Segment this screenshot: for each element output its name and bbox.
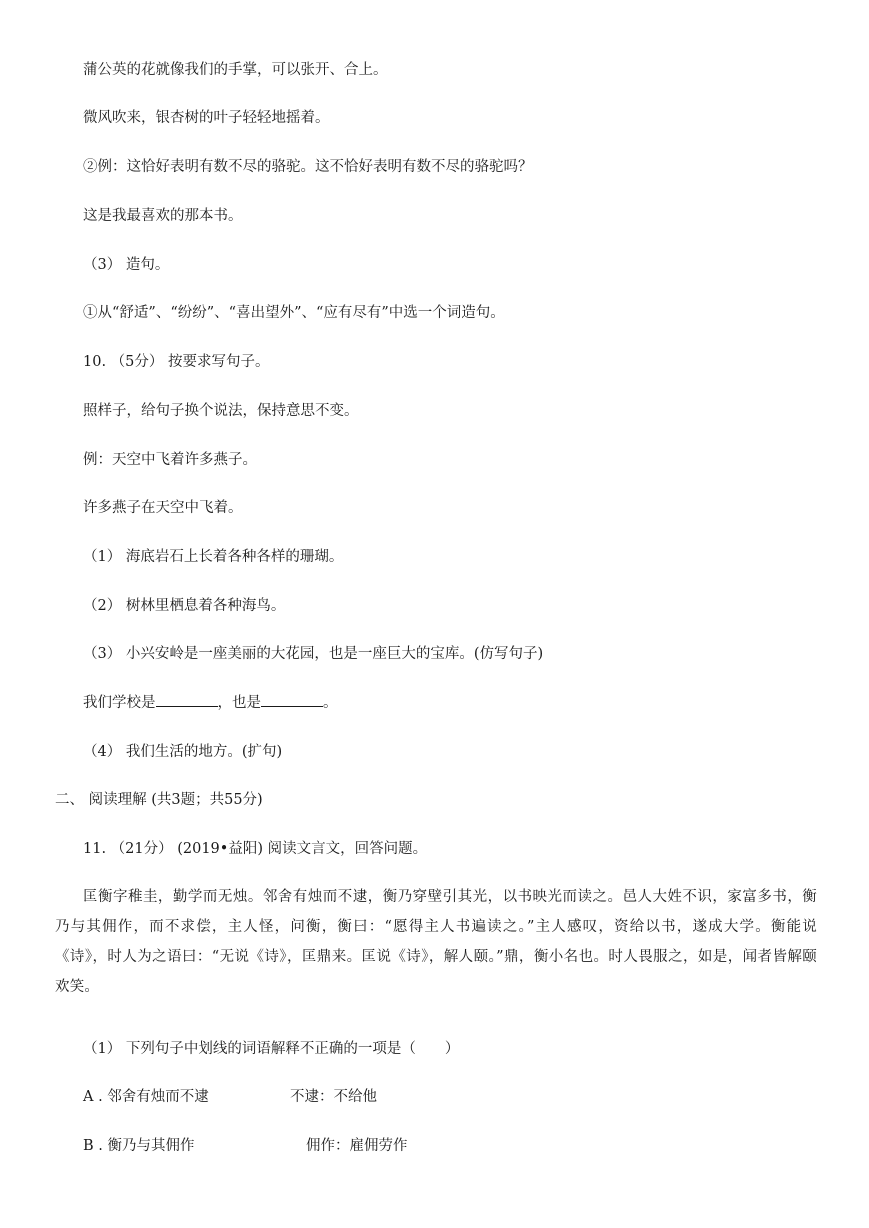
option-a-definition: 不逮：不给他 [290, 1089, 377, 1105]
text-line: 照样子，给句子换个说法，保持意思不变。 [83, 403, 359, 419]
sub-question-label: （3） 造句。 [83, 257, 170, 273]
answer-blank[interactable] [156, 693, 218, 707]
question-11-heading: 11. （21分） (2019•益阳) 阅读文言文，回答问题。 [83, 841, 428, 857]
fill-in-blank-line [83, 693, 338, 713]
text-line: 蒲公英的花就像我们的手掌，可以张开、合上。 [83, 62, 388, 78]
text-line: ①从“舒适”、“纷纷”、“喜出望外”、“应有尽有”中选一个词造句。 [83, 305, 505, 321]
sub-question-2: （2） 树林里栖息着各种海鸟。 [83, 598, 286, 614]
classical-passage: 匡衡字稚圭，勤学而无烛。邻舍有烛而不逮，衡乃穿壁引其光，以书映光而读之。邑人大姓不识，家富多书，衡乃与其佣作，而不求偿，主人怪，问衡，衡曰：“愿得主人书遍读之。”主人感叹，资给以书，遂成大学。衡能说《诗》，时人为之语曰：“无说《诗》，匡鼎来。匡说《诗》，解人颐。”鼎，衡小名也。时人畏服之，如是，闻者皆解颐欢笑。 [55, 889, 817, 995]
sub-question-1: （1） 下列句子中划线的词语解释不正确的一项是（ ） [83, 1041, 460, 1057]
fill-text: 。 [323, 695, 338, 711]
option-b[interactable]: B . 衡乃与其佣作 [83, 1138, 195, 1154]
answer-blank[interactable] [261, 693, 323, 707]
option-b-definition: 佣作：雇佣劳作 [306, 1138, 408, 1154]
sub-question-3: （3） 小兴安岭是一座美丽的大花园，也是一座巨大的宝库。(仿写句子) [83, 646, 544, 662]
text-line: ②例：这恰好表明有数不尽的骆驼。这不恰好表明有数不尽的骆驼吗？ [83, 159, 533, 175]
option-a[interactable]: A . 邻舍有烛而不逮 [83, 1089, 209, 1105]
sub-question-4: （4） 我们生活的地方。(扩句) [83, 744, 283, 760]
question-10-heading: 10. （5分） 按要求写句子。 [83, 354, 270, 370]
fill-text: 我们学校是 [83, 695, 156, 711]
text-line: 微风吹来，银杏树的叶子轻轻地摇着。 [83, 110, 330, 126]
text-line: 这是我最喜欢的那本书。 [83, 208, 243, 224]
section-heading: 二、 阅读理解 (共3题；共55分) [55, 792, 263, 808]
example-line: 例：天空中飞着许多燕子。 [83, 452, 257, 468]
fill-text: ，也是 [217, 695, 261, 711]
text-line: 许多燕子在天空中飞着。 [83, 500, 243, 516]
sub-question-1: （1） 海底岩石上长着各种各样的珊瑚。 [83, 549, 344, 565]
